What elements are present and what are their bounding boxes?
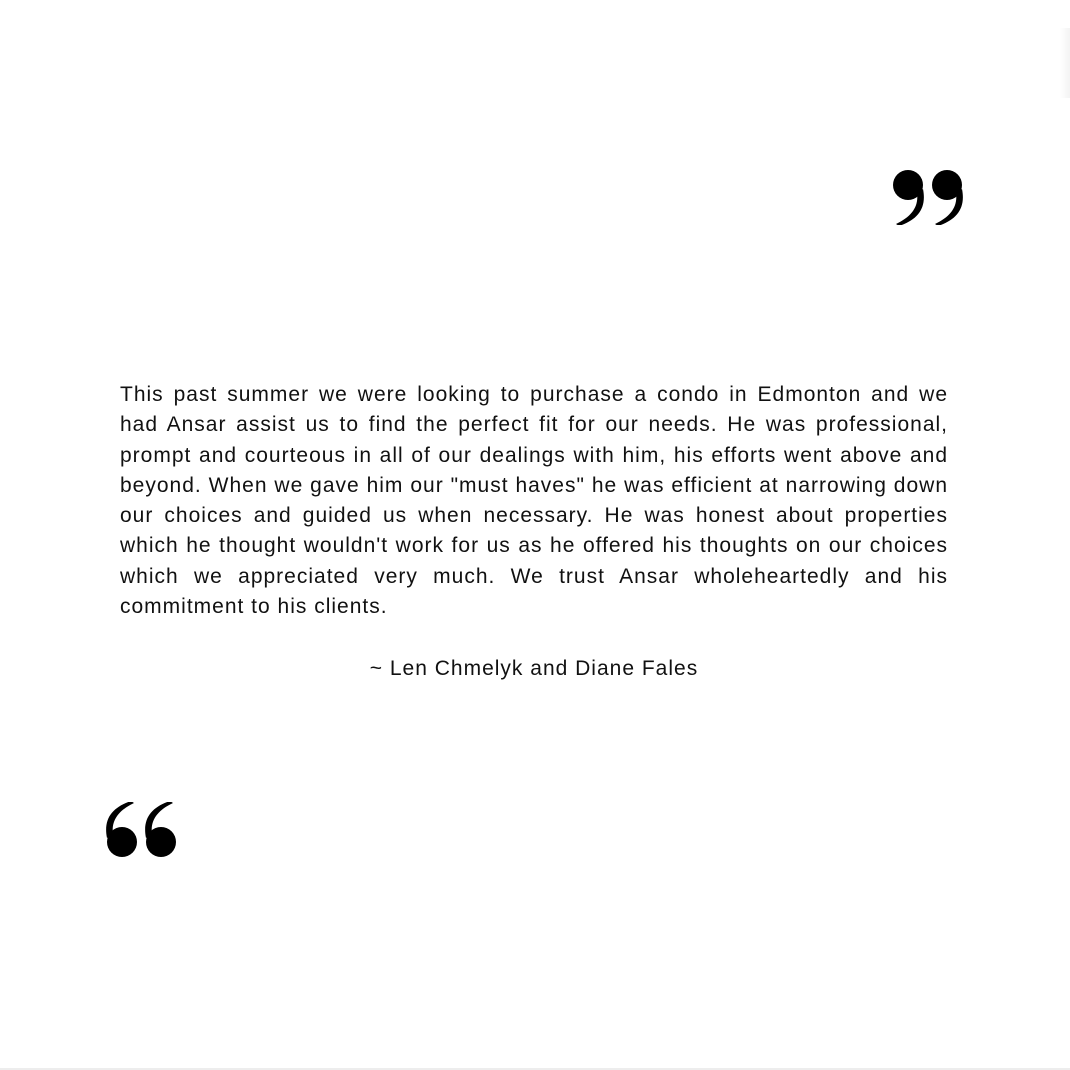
testimonial-text: This past summer we were looking to purchase a condo in Edmonton and we had Ansar assist us to find the perfect fit for our needs. He was professional, prompt and courteous in all of our dealings with him, his efforts went above and beyond. When we gave him our "must haves" he was efficient at narrowing down our choices and guided us when necessary. He was honest about properties which he thought wouldn't work for us as he offered his thoughts on our choices which we appreciated very much. We trust Ansar wholeheartedly and his commitment to his clients. <box>120 383 948 619</box>
testimonial-attribution: ~ Len Chmelyk and Diane Fales <box>369 657 699 680</box>
opening-quote-icon <box>104 802 176 858</box>
closing-quote-icon <box>893 169 965 225</box>
edge-shade <box>1060 28 1070 98</box>
